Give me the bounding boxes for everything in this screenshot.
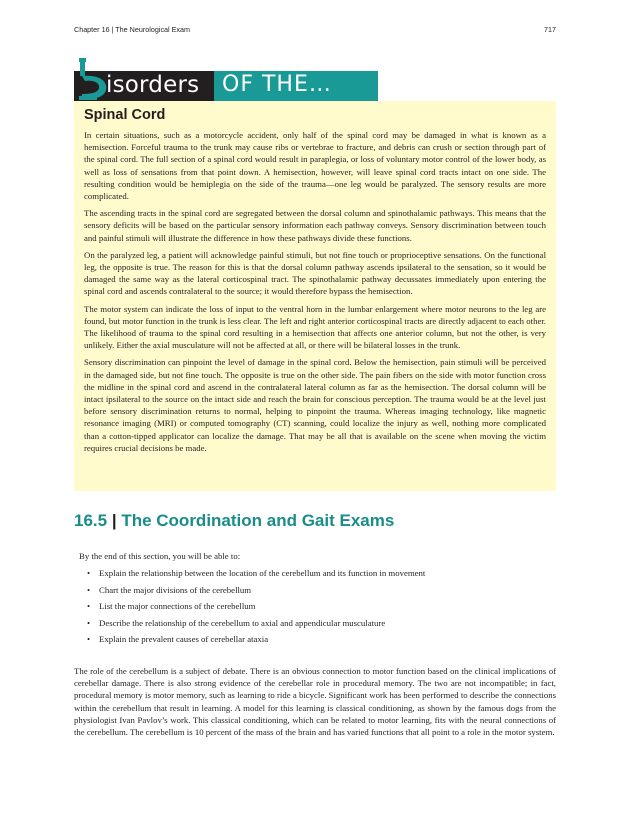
microscope-icon xyxy=(76,56,110,101)
feature-heading: Spinal Cord xyxy=(84,107,166,123)
section-number: 16.5 xyxy=(74,511,108,530)
section-heading xyxy=(74,511,394,531)
bullet-icon: • xyxy=(87,634,91,644)
objective-text: Describe the relationship of the cerebellum to axial and appendicular musculature xyxy=(99,617,386,628)
feature-paragraph: On the paralyzed leg, a patient will acknowledge painful stimuli, but not fine touch or proprioceptive sensations. On the functional leg, the opposite is true. The reason for this is that the dorsal column pathway ascends ipsilateral to the sensation, so it would be damaged the same way as the lateral corticospinal tract. The spinothalamic pathway decussates immediately upon entering the spinal cord and ascends contralateral to the source; it would therefore bypass the hemisection. xyxy=(84,249,546,297)
objective-text: Explain the prevalent causes of cerebellar ataxia xyxy=(99,634,269,644)
running-head xyxy=(74,25,556,37)
list-item xyxy=(87,568,559,580)
objectives-intro: By the end of this section, you will be able to: xyxy=(79,551,241,561)
feature-paragraph: Sensory discrimination can pinpoint the level of damage in the spinal cord. Below the hemisection, pain stimuli will be perceived in the damaged side, but not fine touch. The opposite is true on the other side. The pain fibers on the side with motor function cross the midline in the spinal cord and ascend in the contralateral lateral column as far as the hemisection. The dorsal column will be intact ipsilateral to the source on the intact side and reach the brain for conscious perception. The trauma would be at the level just before sensory discrimination returns to normal, helping to pinpoint the trauma. Whereas imaging technology, like magnetic resonance imaging (MRI) or computed tomography (CT) scanning, could localize the injury as well, nothing more complicated than a cotton-tipped applicator can localize the damage. That may be all that is available on the scene when moving the victim requires crucial decisions be made. xyxy=(84,357,546,453)
learning-objectives xyxy=(79,551,559,651)
section-title-text: The Coordination and Gait Exams xyxy=(121,511,395,530)
bullet-icon: • xyxy=(87,584,91,595)
objective-text: Explain the relationship between the location of the cerebellum and its function in movement xyxy=(99,568,426,578)
objective-text: Chart the major divisions of the cerebellum xyxy=(99,584,252,595)
list-item xyxy=(87,584,559,597)
spinal-cord-feature-box xyxy=(74,101,556,491)
objective-text: List the major connections of the cerebellum xyxy=(99,601,256,611)
feature-paragraph: In certain situations, such as a motorcycle accident, only half of the spinal cord may be damaged in what is known as a hemisection. Forceful trauma to the trunk may cause ribs or vertebrae to fracture, and debris can crush or section through part of the spinal cord. The full section of a spinal cord would result in paraplegia, or loss of voluntary motor control of the lower body, as well as loss of sensations from that point down. A hemisection, however, will leave spinal cord tracts intact on one side. The resulting condition would be hemiplegia on the side of the trauma—one leg would be paralyzed. The sensory results are more complicated. xyxy=(84,130,546,202)
section-separator: | xyxy=(111,511,117,530)
list-item xyxy=(87,634,559,646)
feature-paragraph: The motor system can indicate the loss of input to the ventral horn in the lumbar enlargement where motor neurons to the leg are found, but motor function in the trunk is less clear. The left and right anterior corticospinal tracts are directly adjacent to each other. The likelihood of trauma to the spinal cord resulting in a hemisection that affects one anterior column, but not the other, is very unlikely. Either the axial musculature will not be affected at all, or there will be bilateral losses in the trunk. xyxy=(84,303,546,351)
bullet-icon: • xyxy=(87,617,91,628)
chapter-title: Chapter 16 | The Neurological Exam xyxy=(74,25,190,34)
objectives-list xyxy=(79,568,559,646)
page-number: 717 xyxy=(544,25,556,34)
bullet-icon: • xyxy=(87,601,91,611)
list-item xyxy=(87,617,559,630)
banner-word-disorders: isorders xyxy=(106,72,200,98)
body-paragraph: The role of the cerebellum is a subject of debate. There is an obvious connection to motor function based on the clinical implications of cerebellar damage. There is also strong evidence of the cerebellar role in procedural memory. The two are not incompatible; in fact, procedural memory is motor memory, such as learning to ride a bicycle. Significant work has been performed to describe the connections within the cerebellum that result in learning. A model for this learning is classical conditioning, as shown by the famous dogs from the physiologist Ivan Pavlov’s work. This classical conditioning, which can be related to motor learning, fits with the neural connections of the cerebellum. The cerebellum is 10 percent of the mass of the brain and has varied functions that all point to a role in the motor system. xyxy=(74,666,556,738)
banner-word-of-the: OF THE… xyxy=(222,72,332,97)
list-item xyxy=(87,601,559,613)
feature-paragraph: The ascending tracts in the spinal cord are segregated between the dorsal column and spinothalamic pathways. This means that the sensory deficits will be based on the particular sensory information each pathway conveys. Sensory discrimination between touch and painful stimuli will illustrate the difference in how these pathways divide these functions. xyxy=(84,208,546,243)
disorders-banner xyxy=(74,56,378,101)
bullet-icon: • xyxy=(87,568,91,578)
